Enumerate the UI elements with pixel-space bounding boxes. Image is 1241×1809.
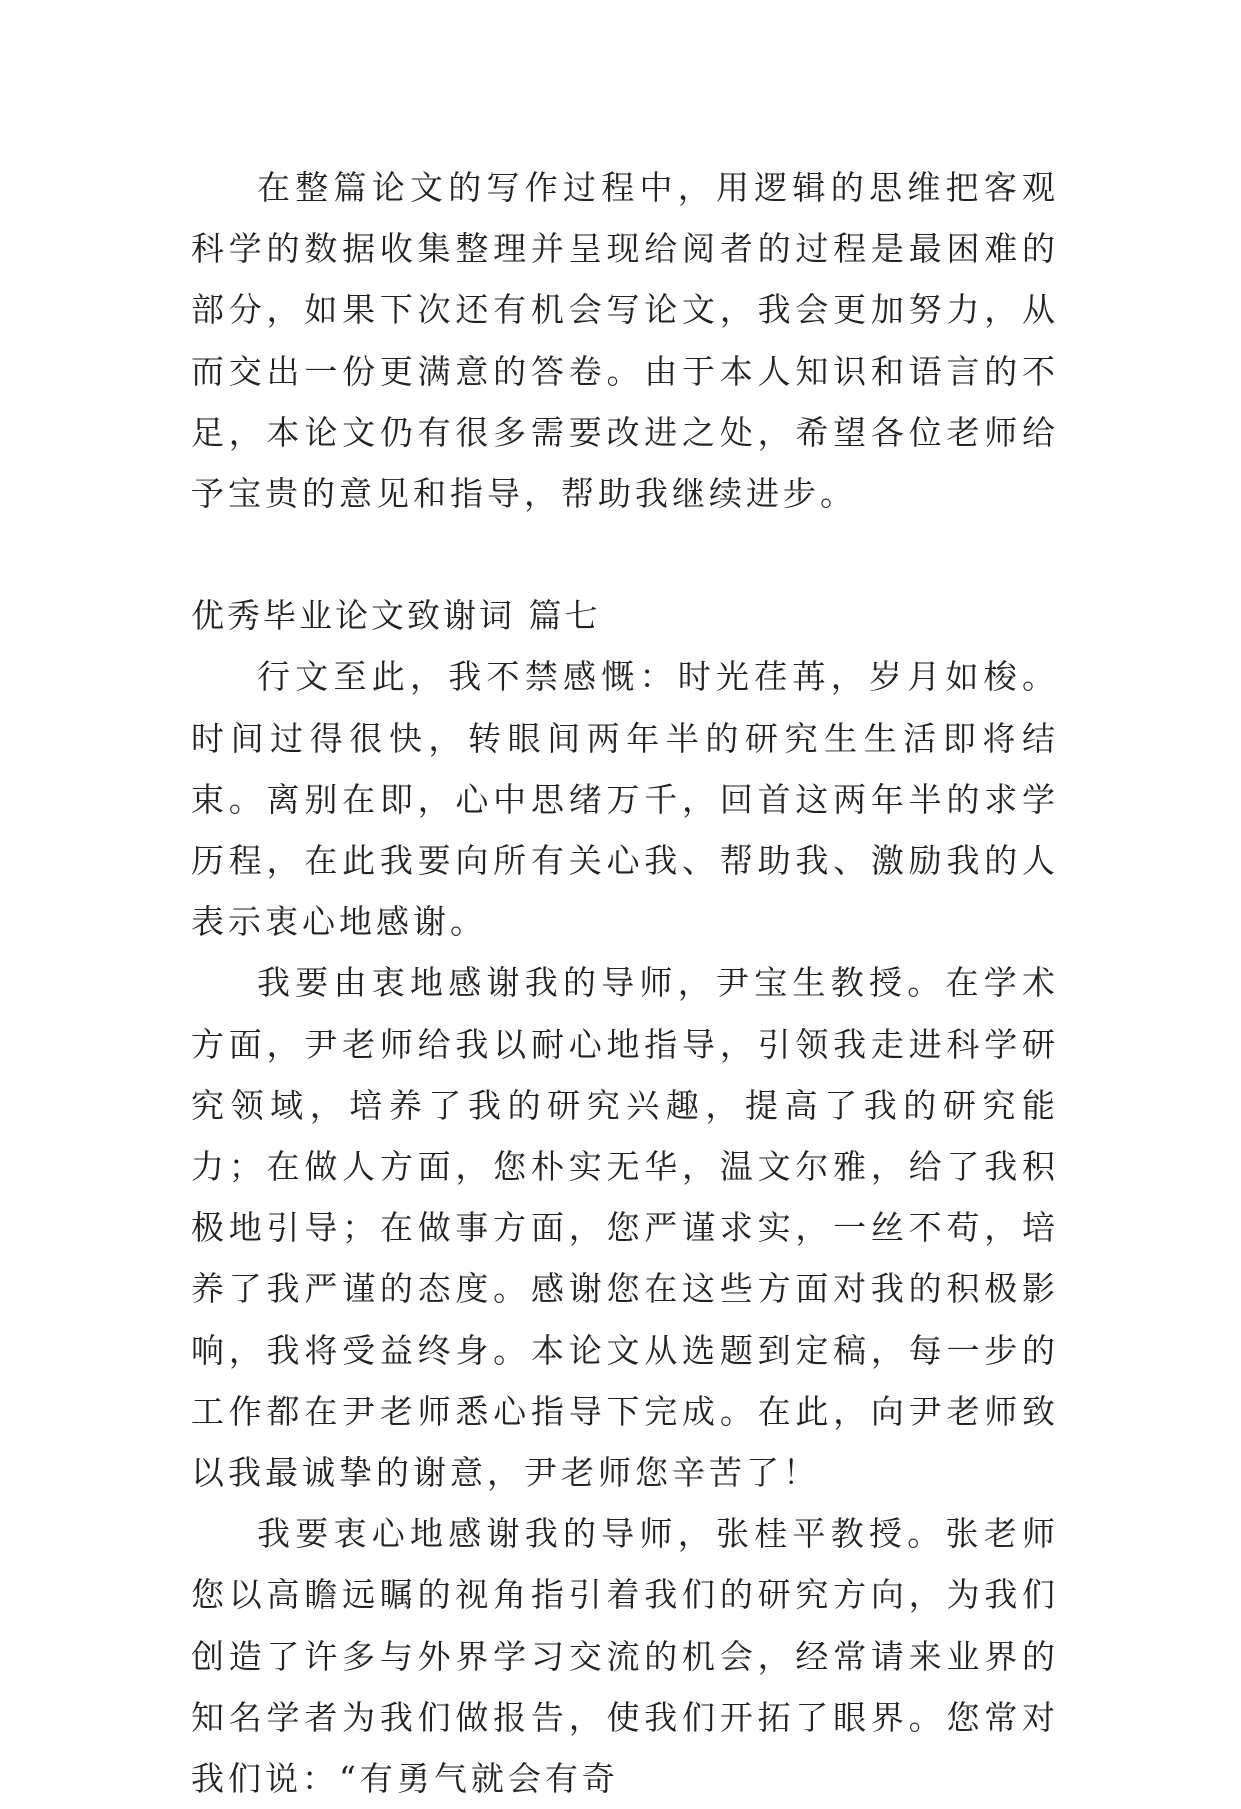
paragraph-closing: 在整篇论文的写作过程中，用逻辑的思维把客观科学的数据收集整理并呈现给阅者的过程是最困难的部分，如果下次还有机会写论文，我会更加努力，从而交出一份更满意的答卷。由于本人知识和语言的不足，本论文仍有很多需要改进之处，希望各位老师给予宝贵的意见和指导，帮助我继续进步。 — [191, 168, 1059, 514]
paragraph-thanks-advisor-zhang: 我要衷心地感谢我的导师，张桂平教授。张老师您以高瞻远瞩的视角指引着我们的研究方向，为我们创造了许多与外界学习交流的机会，经常请来业界的知名学者为我们做报告，使我们开拓了眼界。您常对我们说：“有勇气就会有奇 — [191, 1514, 1059, 1799]
document-body — [191, 157, 1059, 1809]
section-heading: 优秀毕业论文致谢词 篇七 — [191, 596, 601, 636]
paragraph-thanks-advisor-yin: 我要由衷地感谢我的导师，尹宝生教授。在学术方面，尹老师给我以耐心地指导，引领我走进科学研究领域，培养了我的研究兴趣，提高了我的研究能力；在做人方面，您朴实无华，温文尔雅，给了我积极地引导；在做事方面，您严谨求实，一丝不苟，培养了我严谨的态度。感谢您在这些方面对我的积极影响，我将受益终身。本论文从选题到定稿，每一步的工作都在尹老师悉心指导下完成。在此，向尹老师致以我最诚挚的谢意，尹老师您辛苦了！ — [191, 963, 1059, 1493]
paragraph-intro: 行文至此，我不禁感慨：时光荏苒，岁月如梭。时间过得很快，转眼间两年半的研究生生活即将结束。离别在即，心中思绪万千，回首这两年半的求学历程，在此我要向所有关心我、帮助我、激励我的人表示衷心地感谢。 — [191, 657, 1059, 942]
